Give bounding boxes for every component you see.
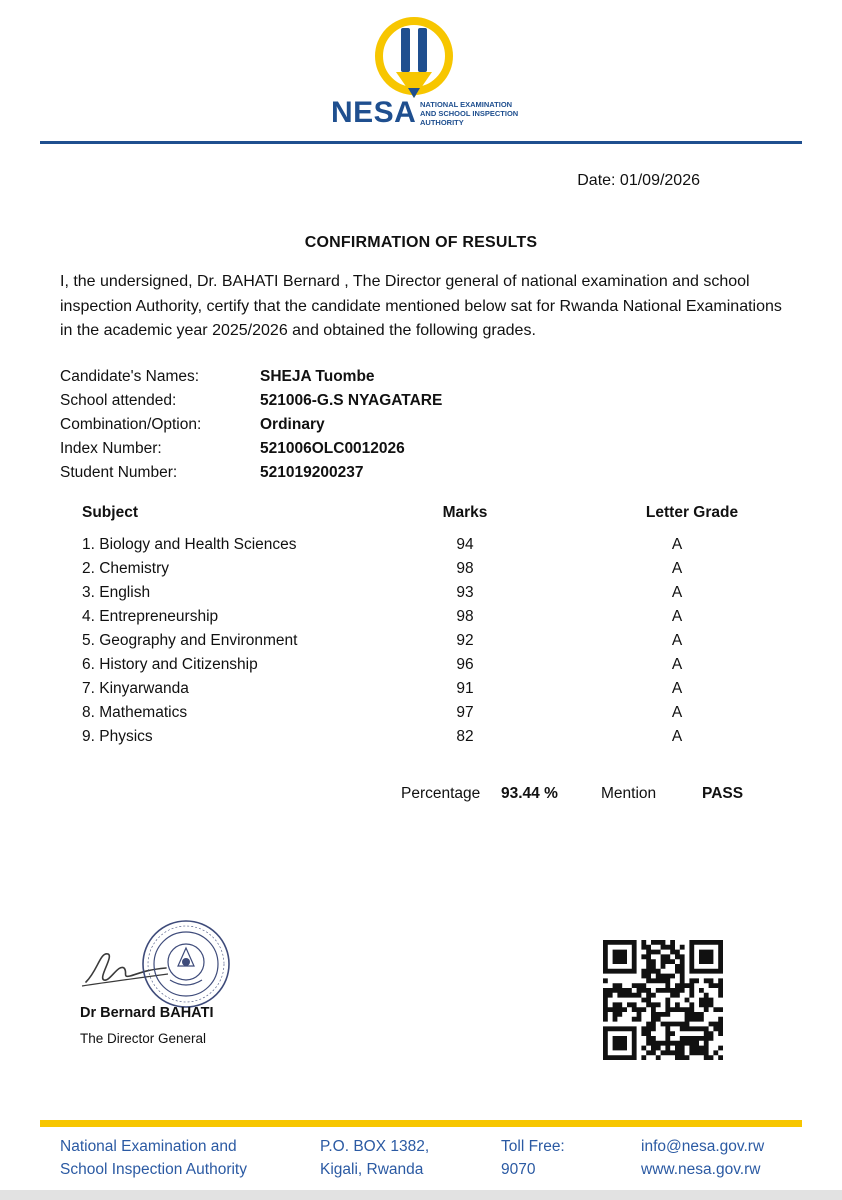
- footer-address: [320, 1135, 429, 1181]
- brand-full-name: [420, 100, 530, 127]
- marks-header: Marks: [442, 504, 488, 521]
- official-seal-icon: [140, 918, 232, 1010]
- combination-label: Combination/Option:: [60, 416, 202, 433]
- footer-line: 9070: [501, 1161, 536, 1178]
- result-subject: 2. Chemistry: [82, 560, 169, 577]
- brand-line: AND SCHOOL INSPECTION: [420, 109, 519, 118]
- result-grade: A: [671, 728, 683, 745]
- header-divider: [40, 141, 802, 144]
- result-marks: 93: [456, 584, 474, 601]
- result-marks: 92: [456, 632, 474, 649]
- footer-line: Toll Free:: [501, 1138, 565, 1155]
- result-grade: A: [671, 656, 683, 673]
- school-value: 521006-G.S NYAGATARE: [260, 392, 443, 409]
- document-date: Date: 01/09/2026: [577, 172, 700, 189]
- footer-divider: [40, 1120, 802, 1127]
- brand-name: NESA: [331, 96, 417, 129]
- result-grade: A: [671, 584, 683, 601]
- grade-header: Letter Grade: [645, 504, 739, 521]
- student-number-label: Student Number:: [60, 464, 178, 481]
- result-marks: 98: [456, 608, 474, 625]
- footer-contact: [641, 1135, 764, 1181]
- signatory-name: Dr Bernard BAHATI: [80, 1005, 214, 1021]
- footer-email: info@nesa.gov.rw: [641, 1138, 765, 1155]
- result-marks: 82: [456, 728, 474, 745]
- qr-code-icon: [603, 940, 723, 1060]
- result-marks: 96: [456, 656, 474, 673]
- page-edge: [0, 1190, 842, 1200]
- result-marks: 94: [456, 536, 474, 553]
- result-subject: 4. Entrepreneurship: [82, 608, 219, 625]
- result-marks: 97: [456, 704, 474, 721]
- footer-line: National Examination and: [60, 1138, 237, 1155]
- index-number-label: Index Number:: [60, 440, 162, 457]
- document-title: CONFIRMATION OF RESULTS: [304, 234, 538, 251]
- school-label: School attended:: [60, 392, 177, 409]
- brand-line: NATIONAL EXAMINATION: [420, 100, 513, 109]
- footer-organisation: [60, 1135, 247, 1181]
- signatory-title: The Director General: [80, 1031, 207, 1046]
- result-subject: 5. Geography and Environment: [82, 632, 298, 649]
- percentage-label: Percentage: [401, 785, 481, 802]
- footer-line: P.O. BOX 1382,: [320, 1138, 430, 1155]
- result-subject: 8. Mathematics: [82, 704, 188, 721]
- result-subject: 9. Physics: [82, 728, 153, 745]
- result-subject: 1. Biology and Health Sciences: [82, 536, 297, 553]
- index-number-value: 521006OLC0012026: [260, 440, 405, 457]
- result-subject: 3. English: [82, 584, 151, 601]
- subject-header: Subject: [82, 504, 138, 521]
- result-grade: A: [671, 560, 683, 577]
- percentage-value: 93.44 %: [501, 785, 558, 802]
- brand-line: AUTHORITY: [420, 118, 464, 127]
- result-marks: 98: [456, 560, 474, 577]
- result-grade: A: [671, 608, 683, 625]
- candidate-name-value: SHEJA Tuombe: [260, 368, 375, 385]
- candidate-name-label: Candidate's Names:: [60, 368, 200, 385]
- footer-website: www.nesa.gov.rw: [641, 1161, 761, 1178]
- student-number-value: 521019200237: [260, 464, 364, 481]
- result-subject: 6. History and Citizenship: [82, 656, 258, 673]
- result-marks: 91: [456, 680, 474, 697]
- result-subject: 7. Kinyarwanda: [82, 680, 189, 697]
- result-grade: A: [671, 680, 683, 697]
- result-grade: A: [671, 704, 683, 721]
- combination-value: Ordinary: [260, 416, 325, 433]
- mention-value: PASS: [702, 785, 744, 802]
- result-grade: A: [671, 632, 683, 649]
- result-grade: A: [671, 536, 683, 553]
- footer-toll-free: [501, 1135, 565, 1181]
- footer-line: School Inspection Authority: [60, 1161, 247, 1178]
- certification-statement: I, the undersigned, Dr. BAHATI Bernard , The Director general of national examination and school inspection Authority, certify that the candidate mentioned below sat for Rwanda National Examinations in the academic year 2025/2026 and obtained the following grades.: [60, 273, 782, 339]
- mention-label: Mention: [601, 785, 657, 802]
- footer-line: Kigali, Rwanda: [320, 1161, 424, 1178]
